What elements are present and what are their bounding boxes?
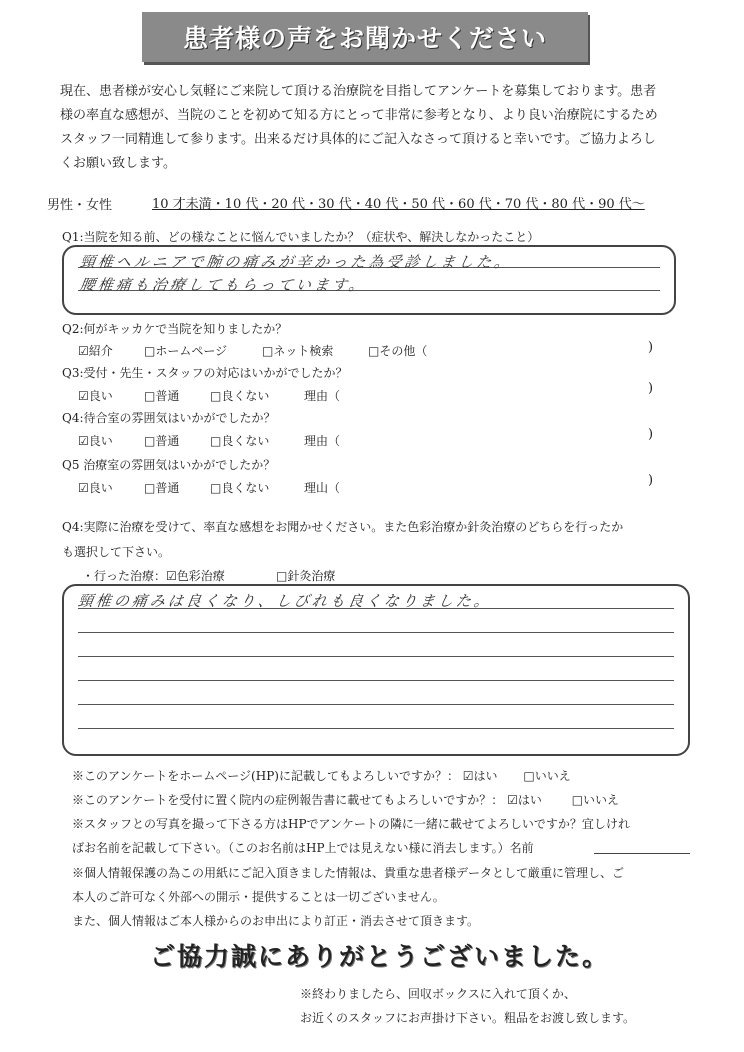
ruled-line: [78, 680, 674, 681]
checkbox-bad[interactable]: □良くない: [210, 481, 270, 495]
checkbox-good[interactable]: ☑良い: [78, 481, 113, 495]
footer-line1: ※終わりましたら、回収ボックスに入れて頂くか、: [300, 987, 576, 1001]
checkbox-bad[interactable]: □良くない: [210, 389, 270, 403]
checkbox-report-no[interactable]: □いいえ: [571, 793, 620, 807]
checkbox-net-search[interactable]: □ネット検索: [262, 344, 334, 358]
intro-line: スタッフ一同精進して参ります。出来るだけ具体的にご記入なさって頂けると幸いです。ご協力よろし: [60, 132, 656, 147]
q4-options: [78, 432, 340, 449]
checkbox-normal[interactable]: □普通: [144, 434, 180, 448]
q1-answer-line2: 腰椎痛も治療してもらっています。: [78, 276, 369, 294]
q3-options: [78, 387, 340, 404]
photo-consent-line1: ※スタッフとの写真を撮って下さる方はHPでアンケートの隣に一緒に載せてよろしいですか？宜しけれ: [72, 817, 630, 831]
checkbox-color-therapy[interactable]: ☑色彩治療: [166, 569, 225, 583]
checkbox-report-yes[interactable]: ☑はい: [507, 793, 542, 807]
ruled-line: [78, 704, 674, 705]
q5-options: [78, 479, 340, 496]
treatment-label: ・行った治療：: [82, 569, 167, 583]
checkbox-other[interactable]: □その他（: [368, 344, 428, 358]
privacy-line2: 本人のご許可なく外部への開示・提供することは一切ございません。: [72, 890, 445, 904]
q6-question-line1: Q4:実際に治療を受けて、率直な感想をお聞かせください。また色彩治療か針灸治療のどちらを行ったか: [62, 520, 624, 534]
q2-question: Q2:何がキッカケで当院を知りましたか？: [62, 322, 288, 336]
intro-text: [60, 80, 700, 176]
ruled-line: [78, 632, 674, 633]
ruled-line: [78, 656, 674, 657]
q6-question-line2: も選択して下さい。: [62, 545, 171, 559]
treatment-row: [82, 567, 335, 584]
hp-consent-row: [72, 767, 571, 784]
q1-answer-line1: 頸椎ヘルニアで腕の痛みが辛かった為受診しました。: [78, 253, 514, 271]
checkbox-referral[interactable]: ☑紹介: [78, 344, 113, 358]
page-title: 患者様の声をお聞かせください: [182, 24, 547, 53]
ruled-line: [78, 728, 674, 729]
q3-question: Q3:受付・先生・スタッフの対応はいかがでしたか？: [62, 366, 348, 380]
q6-answer: 頸椎の痛みは良くなり、しびれも良くなりました。: [76, 592, 494, 610]
q2-options: [78, 342, 427, 359]
privacy-line3: また、個人情報はご本人様からのお申出により訂正・消去させて頂きます。: [72, 914, 480, 928]
reason-field[interactable]: 理由（: [304, 434, 341, 448]
close-paren: ): [648, 340, 654, 355]
q1-answer-box[interactable]: [62, 245, 676, 315]
intro-line: 現在、患者様が安心し気軽にご来院して頂ける治療院を目指してアンケートを募集しております。患者: [60, 84, 657, 99]
report-consent-question: ※このアンケートを受付に置く院内の症例報告書に載せてもよろしいですか？：: [72, 793, 504, 807]
name-field[interactable]: [594, 853, 690, 854]
reason-field[interactable]: 理山（: [304, 481, 341, 495]
photo-consent-line2: ばお名前を記載して下さい。（このお名前はHP上では見えない様に消去します。）名前: [72, 841, 534, 855]
footer-line2: お近くのスタッフにお声掛け下さい。粗品をお渡し致します。: [300, 1011, 636, 1025]
thanks-heading: ご協力誠にありがとうございました。: [150, 942, 610, 971]
intro-line: 様の率直な感想が、当院のことを初めて知る方にとって非常に参考となり、より良い治療院にするため: [60, 108, 658, 123]
close-paren: ): [648, 427, 654, 442]
checkbox-hp-no[interactable]: □いいえ: [523, 769, 571, 783]
title-banner: [142, 12, 588, 62]
q6-answer-box[interactable]: [62, 584, 690, 756]
checkbox-bad[interactable]: □良くない: [210, 434, 270, 448]
checkbox-normal[interactable]: □普通: [144, 389, 180, 403]
checkbox-good[interactable]: ☑良い: [78, 434, 113, 448]
gender-field[interactable]: 男性・女性: [47, 198, 113, 213]
close-paren: ): [648, 381, 654, 396]
age-field[interactable]: 10 才未満・10 代・20 代・30 代・40 代・50 代・60 代・70 代・80 代・90 代～: [152, 197, 645, 212]
close-paren: ): [648, 473, 654, 488]
q4-question: Q4:待合室の雰囲気はいかがでしたか？: [62, 411, 276, 425]
q5-question: Q5 治療室の雰囲気はいかがでしたか？: [62, 458, 276, 472]
intro-line: くお願い致します。: [60, 156, 176, 171]
q1-question: Q1:当院を知る前、どの様なことに悩んでいましたか？（症状や、解決しなかったこと）: [62, 230, 540, 244]
checkbox-acupuncture[interactable]: □針灸治療: [276, 569, 336, 583]
privacy-line1: ※個人情報保護の為この用紙にご記入頂きました情報は、貴重な患者様データとして厳重に管理し、ご: [72, 866, 625, 880]
checkbox-hp-yes[interactable]: ☑はい: [462, 769, 498, 783]
checkbox-good[interactable]: ☑良い: [78, 389, 113, 403]
hp-consent-question: ※このアンケートをホームページ(HP)に記載してもよろしいですか？：: [72, 769, 459, 783]
checkbox-normal[interactable]: □普通: [144, 481, 180, 495]
reason-field[interactable]: 理由（: [304, 389, 341, 403]
report-consent-row: [72, 791, 619, 808]
checkbox-homepage[interactable]: □ホームページ: [144, 344, 228, 358]
